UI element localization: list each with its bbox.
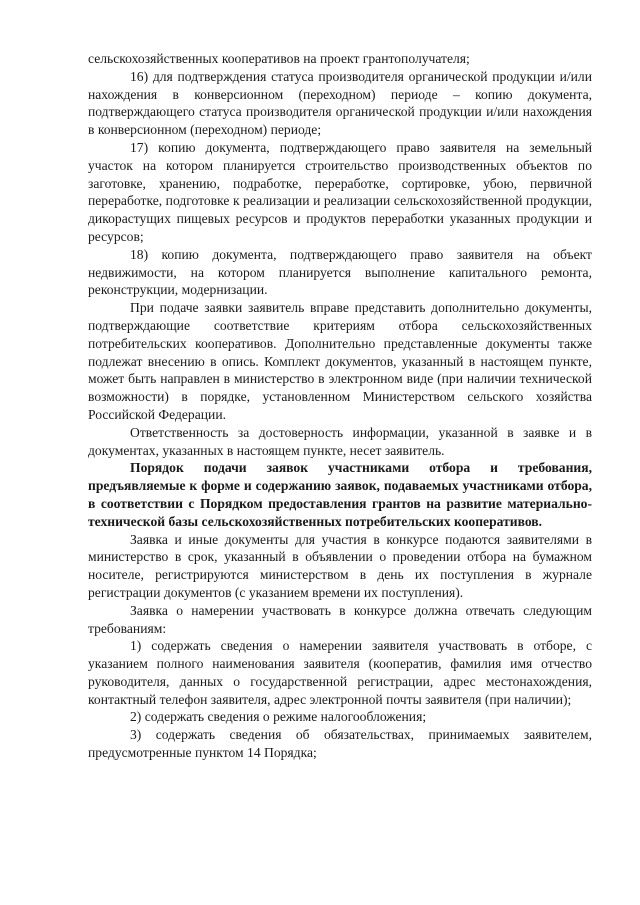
- paragraph-additional-documents: При подаче заявки заявитель вправе представить дополнительно документы, подтверждающие соответствие критериям отбора сельскохозяйственных потребительских кооперативов. Дополнительно представленные документы также подлежат внесению в опись. Комплект документов, указанный в настоящем пункте, может быть направлен в министерство в электронном виде (при наличии технической возможности) в порядке, установленном Министерством сельского хозяйства Российской Федерации.: [88, 300, 592, 422]
- section-heading: Порядок подачи заявок участниками отбора и требования, предъявляемые к форме и содержанию заявок, подаваемых участниками отбора, в соответствии с Порядком предоставления грантов на развитие материально-технической базы сельскохозяйственных потребительских кооперативов.: [88, 460, 592, 529]
- paragraph-requirement-3: 3) содержать сведения об обязательствах, принимаемых заявителем, предусмотренные пунктом 14 Порядка;: [88, 727, 592, 761]
- paragraph-requirement-1: 1) содержать сведения о намерении заявителя участвовать в отборе, с указанием полного наименования заявителя (кооператив, фамилия имя отчество руководителя, данных о государственной регистрации, адрес местонахождения, контактный телефон заявителя, адрес электронной почты заявителя (при наличии);: [88, 638, 592, 707]
- paragraph-requirement-2: 2) содержать сведения о режиме налогообложения;: [130, 709, 427, 725]
- paragraph-requirements-intro: Заявка о намерении участвовать в конкурсе должна отвечать следующим требованиям:: [88, 602, 592, 636]
- paragraph-item-18: 18) копию документа, подтверждающего право заявителя на объект недвижимости, на котором планируется выполнение капитального ремонта, реконструкции, модернизации.: [88, 246, 592, 298]
- paragraph-responsibility: Ответственность за достоверность информации, указанной в заявке и в документах, указанных в настоящем пункте, несет заявитель.: [88, 424, 592, 458]
- paragraph-item-17: 17) копию документа, подтверждающего право заявителя на земельный участок на котором планируется строительство производственных объектов по заготовке, хранению, подработке, переработке, сортировке, убою, первичной переработке, подготовке к реализации и реализации сельскохозяйственной продукции, дикорастущих пищевых ресурсов и продуктов переработки указанных продукции и ресурсов;: [88, 139, 592, 244]
- paragraph-item-16: 16) для подтверждения статуса производителя органической продукции и/или нахождения в конверсионном (переходном) периоде – копию документа, подтверждающего статуса производителя органической продукции и/или нахождения в конверсионном (переходном) периоде;: [88, 68, 592, 138]
- paragraph-continuation: сельскохозяйственных кооперативов на проект грантополучателя;: [88, 51, 470, 66]
- paragraph-submission: Заявка и иные документы для участия в конкурсе подаются заявителями в министерство в срок, указанный в объявлении о проведении отбора на бумажном носителе, регистрируются министерством в день их поступления в журнале регистрации документов (с указанием времени их поступления).: [88, 531, 592, 600]
